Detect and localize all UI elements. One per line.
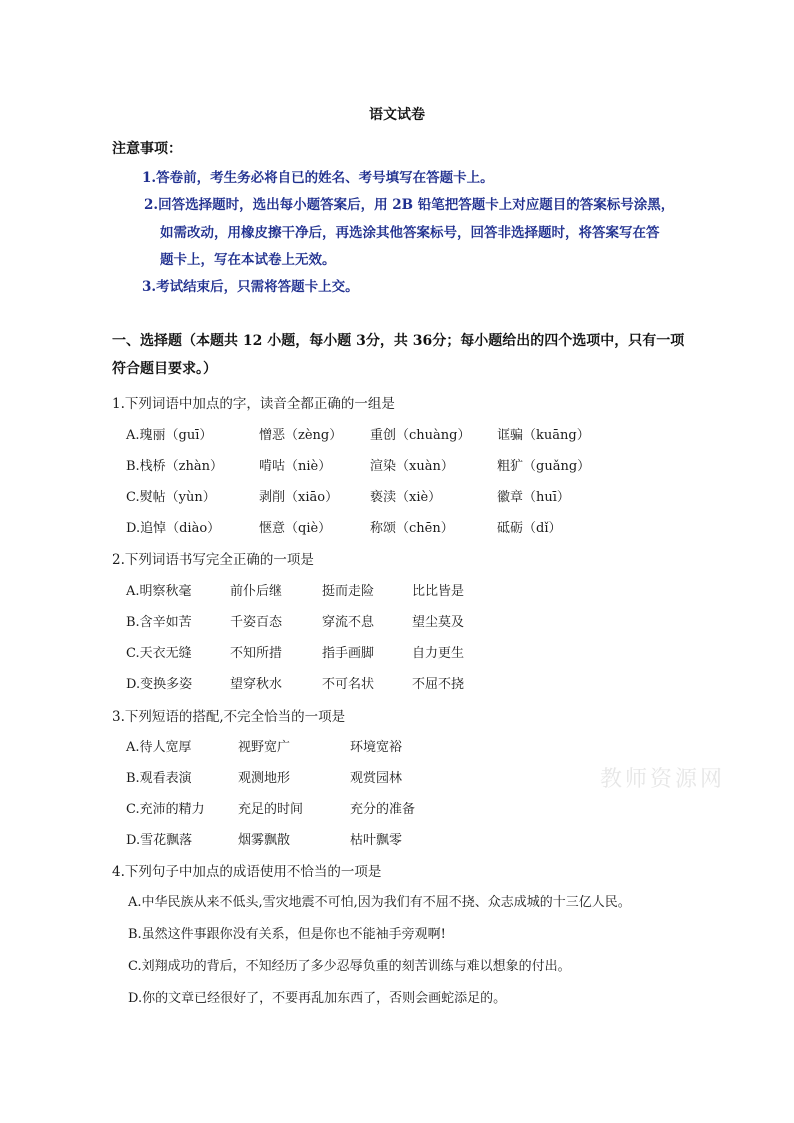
option-cell: 望尘莫及 xyxy=(412,615,465,630)
option-cell: 前仆后继 xyxy=(230,584,283,599)
option-cell: 环境宽裕 xyxy=(350,740,403,755)
option-cell: 充足的时间 xyxy=(238,802,304,817)
notice-item-2-line2: 如需改动，用橡皮擦干净后，再选涂其他答案标号，回答非选择题时，将答案写在答 xyxy=(160,225,660,241)
option-cell: 不可名状 xyxy=(322,677,375,692)
notice-heading: 注意事项： xyxy=(112,141,182,157)
watermark: 教师资源网 xyxy=(600,767,726,792)
option-cell: 视野宽广 xyxy=(238,740,291,755)
option-cell: 穿流不息 xyxy=(322,615,375,630)
option-cell: 诓骗（kuāng） xyxy=(497,428,590,443)
option-cell: A.明察秋毫 xyxy=(126,584,192,599)
option-cell: 粗犷（guǎng） xyxy=(497,459,591,474)
option-cell: C.熨帖（yùn） xyxy=(126,490,216,505)
option-cell: 千姿百态 xyxy=(230,615,283,630)
option-cell: 不屈不挠 xyxy=(412,677,465,692)
notice-item-1: 1.答卷前，考生务必将自已的姓名、考号填写在答题卡上。 xyxy=(142,170,494,186)
option-cell: 望穿秋水 xyxy=(230,677,283,692)
option-cell: 惬意（qiè） xyxy=(259,521,332,536)
section-heading-line1: 一、选择题（本题共 12 小题，每小题 3分，共 36分；每小题给出的四个选项中，只有一项 xyxy=(112,333,685,349)
option-cell: B.含辛如苦 xyxy=(126,615,192,630)
option-cell: 渲染（xuàn） xyxy=(370,459,454,474)
notice-item-2-line3: 题卡上，写在本试卷上无效。 xyxy=(160,252,336,268)
option-cell: D.追悼（diào） xyxy=(126,521,221,536)
q4-option-c: C.刘翔成功的背后，不知经历了多少忍辱负重的刻苦训练与难以想象的付出。 xyxy=(128,959,571,974)
q4-option-b: B.虽然这件事跟你没有关系，但是你也不能袖手旁观啊! xyxy=(128,927,446,942)
option-cell: C.天衣无缝 xyxy=(126,646,192,661)
option-cell: 徽章（huī） xyxy=(497,490,570,505)
question-2-stem: 2.下列词语书写完全正确的一项是 xyxy=(112,552,314,568)
option-cell: 重创（chuàng） xyxy=(370,428,471,443)
q4-option-a: A.中华民族从来不低头,雪灾地震不可怕,因为我们有不屈不挠、众志成城的十三亿人民。 xyxy=(128,895,631,910)
option-cell: D.变换多姿 xyxy=(126,677,193,692)
notice-item-2-line1: 2.回答选择题时，选出每小题答案后，用 2B 铅笔把答题卡上对应题目的答案标号涂黑， xyxy=(144,197,675,213)
option-cell: 挺而走险 xyxy=(322,584,375,599)
option-cell: 砥砺（dǐ） xyxy=(497,521,562,536)
option-cell: D.雪花飘落 xyxy=(126,833,193,848)
option-cell: A.待人宽厚 xyxy=(126,740,192,755)
option-cell: B.观看表演 xyxy=(126,771,192,786)
section-heading-line2: 符合题目要求。） xyxy=(112,361,217,377)
option-cell: 啃咕（niè） xyxy=(259,459,332,474)
option-cell: C.充沛的精力 xyxy=(126,802,205,817)
question-4-stem: 4.下列句子中加点的成语使用不恰当的一项是 xyxy=(112,864,382,880)
notice-item-3: 3.考试结束后，只需将答题卡上交。 xyxy=(142,279,359,295)
option-cell: 充分的准备 xyxy=(350,802,416,817)
page-title: 语文试卷 xyxy=(369,107,425,123)
option-cell: 不知所措 xyxy=(230,646,283,661)
option-cell: 剥削（xiāo） xyxy=(259,490,339,505)
option-cell: 观赏园林 xyxy=(350,771,403,786)
option-cell: 自力更生 xyxy=(412,646,465,661)
option-cell: B.栈桥（zhàn） xyxy=(126,459,224,474)
option-cell: 观测地形 xyxy=(238,771,291,786)
option-cell: 枯叶飘零 xyxy=(350,833,403,848)
option-cell: A.瑰丽（guī） xyxy=(126,428,213,443)
question-3-stem: 3.下列短语的搭配,不完全恰当的一项是 xyxy=(112,709,346,725)
option-cell: 烟雾飘散 xyxy=(238,833,291,848)
question-1-stem: 1.下列词语中加点的字，读音全都正确的一组是 xyxy=(112,396,395,412)
option-cell: 憎恶（zèng） xyxy=(259,428,343,443)
option-cell: 亵渎（xiè） xyxy=(370,490,442,505)
option-cell: 指手画脚 xyxy=(322,646,375,661)
option-cell: 称颂（chēn） xyxy=(370,521,454,536)
option-cell: 比比皆是 xyxy=(412,584,465,599)
q4-option-d: D.你的文章已经很好了，不要再乱加东西了，否则会画蛇添足的。 xyxy=(128,991,507,1006)
